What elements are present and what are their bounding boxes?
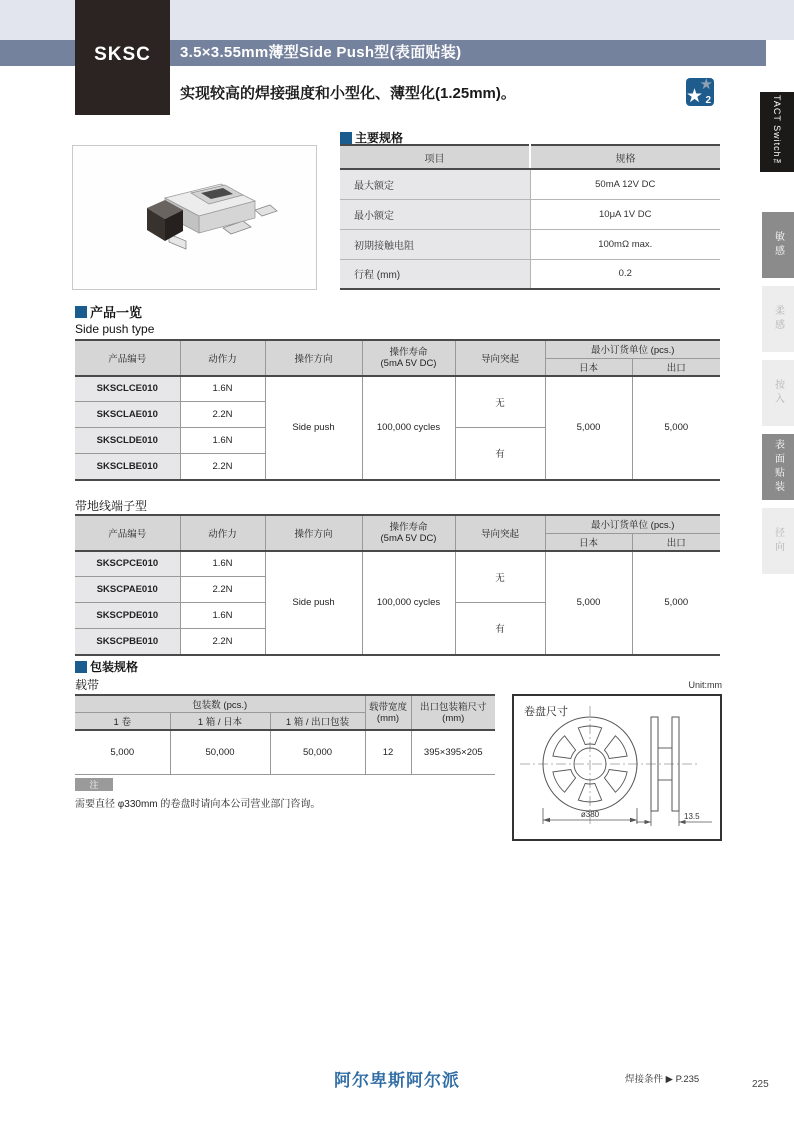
- guide-boss: 有: [455, 603, 545, 655]
- part-number: SKSCPDE010: [75, 603, 180, 629]
- product-photo: [72, 145, 317, 290]
- operating-force: 1.6N: [180, 551, 265, 577]
- guide-boss: 无: [455, 376, 545, 428]
- guide-boss: 有: [455, 428, 545, 480]
- reel-dimension-box: [512, 694, 722, 841]
- col-part: 产品编号: [75, 340, 180, 376]
- section-title: 产品一览: [90, 305, 143, 320]
- col-part: 产品编号: [75, 515, 180, 551]
- product-table-ground-terminal: [75, 514, 720, 656]
- spec-item: 最大额定: [340, 169, 530, 199]
- col-force: 动作力: [180, 515, 265, 551]
- part-number: SKSCPCE010: [75, 551, 180, 577]
- reel-title: 卷盘尺寸: [524, 706, 568, 718]
- moq-japan: 5,000: [545, 551, 632, 655]
- col-direction: 操作方向: [265, 515, 362, 551]
- table-row: [340, 259, 720, 289]
- tab-tact-switch[interactable]: TACT Switch™: [760, 92, 794, 172]
- part-number: SKSCLCE010: [75, 376, 180, 402]
- main-spec-table: [340, 144, 720, 290]
- star-count: 2: [705, 95, 711, 106]
- col-moq: 最小订货单位 (pcs.): [545, 340, 720, 358]
- section-title: 包装规格: [90, 660, 139, 674]
- moq-export: 5,000: [632, 551, 720, 655]
- moq-export: 5,000: [632, 376, 720, 480]
- table1-subtitle: Side push type: [75, 322, 155, 336]
- tape-width-value: 12: [365, 730, 411, 774]
- col-direction: 操作方向: [265, 340, 362, 376]
- operating-life: 100,000 cycles: [362, 376, 455, 480]
- switch-illustration: [73, 146, 316, 289]
- tab-surface-mount[interactable]: 表面贴装: [762, 434, 794, 500]
- col-guide: 导向突起: [455, 340, 545, 376]
- unit-label: Unit:mm: [688, 680, 722, 690]
- table-row: [340, 199, 720, 229]
- note-tag: 注: [75, 778, 113, 791]
- part-number: SKSCLAE010: [75, 402, 180, 428]
- part-number: SKSCLDE010: [75, 428, 180, 454]
- spec-col-item: 项目: [340, 145, 530, 169]
- col-moq: 最小订货单位 (pcs.): [545, 515, 720, 533]
- part-number: SKSCLBE010: [75, 454, 180, 480]
- tab-push-in[interactable]: 按入: [762, 360, 794, 426]
- operating-force: 1.6N: [180, 428, 265, 454]
- product-table-side-push: [75, 339, 720, 481]
- spec-value: 10μA 1V DC: [530, 199, 720, 229]
- section-marker-icon: [75, 661, 87, 673]
- col-force: 动作力: [180, 340, 265, 376]
- spec-value: 100mΩ max.: [530, 229, 720, 259]
- table-row: [75, 730, 495, 774]
- col-export: 出口: [632, 358, 720, 376]
- soldering-conditions-link[interactable]: 焊接条件 ▶ P.235: [625, 1074, 700, 1085]
- col-export: 出口: [632, 533, 720, 551]
- operating-force: 1.6N: [180, 376, 265, 402]
- section-marker-icon: [75, 306, 87, 318]
- col-one-box-japan: 1 箱 / 日本: [170, 713, 270, 731]
- table-row: [75, 376, 720, 402]
- table-row: [340, 169, 720, 199]
- table-row: [75, 551, 720, 577]
- operating-force: 2.2N: [180, 577, 265, 603]
- star-rating-badge: [686, 78, 714, 106]
- box-size-value: 395×395×205: [411, 730, 495, 774]
- col-tape-width: 载带宽度 (mm): [365, 695, 411, 730]
- qty-box-export: 50,000: [270, 730, 365, 774]
- star-icon: ★: [699, 76, 713, 93]
- table-row: [340, 229, 720, 259]
- col-guide: 导向突起: [455, 515, 545, 551]
- product-code: SKSC: [94, 43, 151, 65]
- reel-width-label: 13.5: [684, 812, 700, 821]
- table2-subtitle: 带地线端子型: [75, 499, 148, 513]
- col-one-reel: 1 卷: [75, 713, 170, 731]
- operating-direction: Side push: [265, 376, 362, 480]
- carrier-tape-label: 载带: [75, 678, 100, 692]
- section-title: 主要规格: [355, 131, 404, 145]
- product-subtitle: 实现较高的焊接强度和小型化、薄型化(1.25mm)。: [180, 85, 516, 102]
- spec-item: 行程 (mm): [340, 259, 530, 289]
- product-code-box: [75, 0, 170, 115]
- col-export-box-size: 出口包装箱尺寸 (mm): [411, 695, 495, 730]
- tab-soft-feel[interactable]: 柔感: [762, 286, 794, 352]
- col-one-box-export: 1 箱 / 出口包装: [270, 713, 365, 731]
- spec-value: 0.2: [530, 259, 720, 289]
- qty-reel: 5,000: [110, 746, 135, 758]
- tab-radial[interactable]: 径向: [762, 508, 794, 574]
- operating-force: 1.6N: [180, 603, 265, 629]
- page-number: 225: [752, 1079, 769, 1090]
- col-japan: 日本: [545, 533, 632, 551]
- tab-sensitive[interactable]: 敏感: [762, 212, 794, 278]
- section-product-list: [75, 302, 142, 321]
- spec-col-spec: 规格: [530, 145, 720, 169]
- part-number: SKSCPAE010: [75, 577, 180, 603]
- qty-box-japan: 50,000: [170, 730, 270, 774]
- operating-life: 100,000 cycles: [362, 551, 455, 655]
- part-number: SKSCPBE010: [75, 629, 180, 655]
- page-title: 3.5×3.55mm薄型Side Push型(表面贴装): [180, 44, 462, 61]
- spec-item: 初期接触电阻: [340, 229, 530, 259]
- col-package-qty: 包装数 (pcs.): [75, 695, 365, 713]
- moq-japan: 5,000: [545, 376, 632, 480]
- operating-force: 2.2N: [180, 402, 265, 428]
- operating-force: 2.2N: [180, 629, 265, 655]
- guide-boss: 无: [455, 551, 545, 603]
- col-japan: 日本: [545, 358, 632, 376]
- packaging-table: [75, 694, 495, 775]
- operating-direction: Side push: [265, 551, 362, 655]
- col-life: 操作寿命 (5mA 5V DC): [362, 515, 455, 551]
- alps-logo: 阿尔卑斯阿尔派: [334, 1071, 460, 1090]
- spec-item: 最小额定: [340, 199, 530, 229]
- reel-diameter-label: ø380: [580, 810, 600, 819]
- section-marker-icon: [340, 132, 352, 144]
- col-life: 操作寿命 (5mA 5V DC): [362, 340, 455, 376]
- star-icon: ★: [686, 86, 704, 107]
- note-text: 需要直径 φ330mm 的卷盘时请向本公司营业部门咨询。: [75, 799, 321, 810]
- operating-force: 2.2N: [180, 454, 265, 480]
- spec-value: 50mA 12V DC: [530, 169, 720, 199]
- section-packaging: [75, 658, 138, 675]
